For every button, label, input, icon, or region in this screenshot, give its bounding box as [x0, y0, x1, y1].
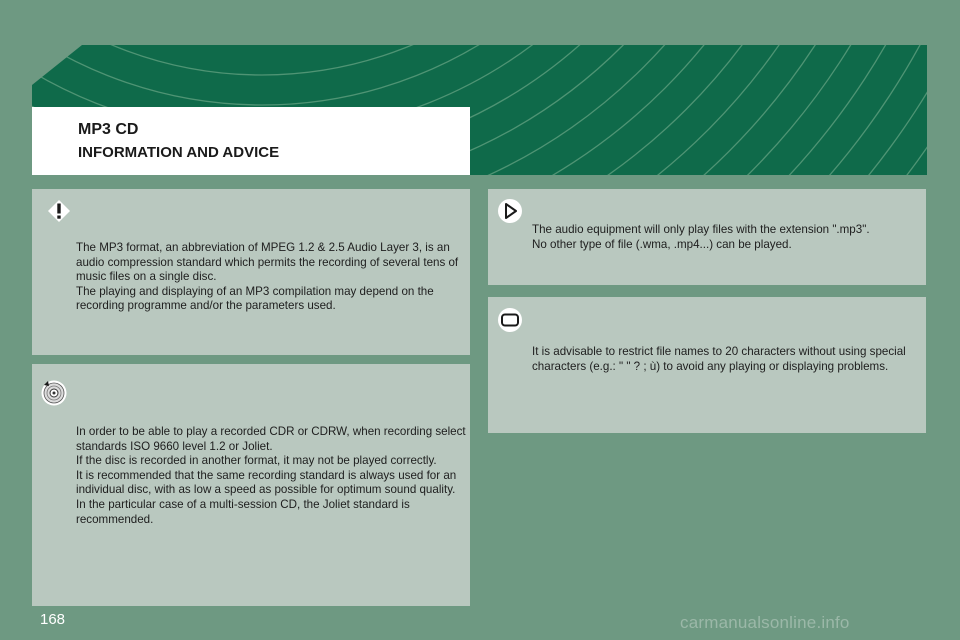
paragraph: No other type of file (.wma, .mp4...) can be played.: [532, 237, 792, 251]
exclamation-icon: [46, 198, 72, 224]
panel-disc-recording-text: [76, 425, 468, 527]
page-number: 168: [40, 611, 66, 628]
rounded-box-icon: [497, 307, 523, 333]
panel-file-extension: [488, 189, 926, 285]
cd-disc-icon: [40, 379, 68, 407]
paragraph: It is recommended that the same recording standard is always used for an individual disc, with as low a speed as possible for optimum sound quality.: [76, 468, 457, 497]
panel-disc-recording: [32, 364, 470, 606]
paragraph: In the particular case of a multi-session CD, the Joliet standard is recommended.: [76, 497, 410, 526]
panel-file-names: [488, 297, 926, 433]
paragraph: If the disc is recorded in another format, it may not be played correctly.: [76, 454, 437, 468]
page-title: MP3 CD: [78, 121, 139, 138]
play-icon: [497, 198, 523, 224]
title-box: [32, 107, 470, 175]
panel-file-names-text: [532, 345, 922, 374]
panel-mp3-format-text: [76, 241, 466, 314]
paragraph: The MP3 format, an abbreviation of MPEG 1.2 & 2.5 Audio Layer 3, is an audio compression standard which permits the recording of several tens of music files on a single disc.: [76, 241, 459, 284]
paragraph: It is advisable to restrict file names to 20 characters without using special characters (e.g.: " " ? ; ù) to avoid any playing or displaying problems.: [532, 345, 906, 373]
page-subtitle: INFORMATION AND ADVICE: [78, 144, 280, 161]
paragraph: The playing and displaying of an MP3 compilation may depend on the recording programme and/or the parameters used.: [76, 284, 434, 313]
watermark: carmanualsonline.info: [680, 613, 850, 632]
panel-file-extension-text: [532, 223, 922, 252]
paragraph: The audio equipment will only play files with the extension ".mp3".: [532, 223, 870, 236]
paragraph: In order to be able to play a recorded CDR or CDRW, when recording select standards ISO 9660 level 1.2 or Joliet.: [76, 425, 466, 453]
panel-mp3-format: [32, 189, 470, 355]
